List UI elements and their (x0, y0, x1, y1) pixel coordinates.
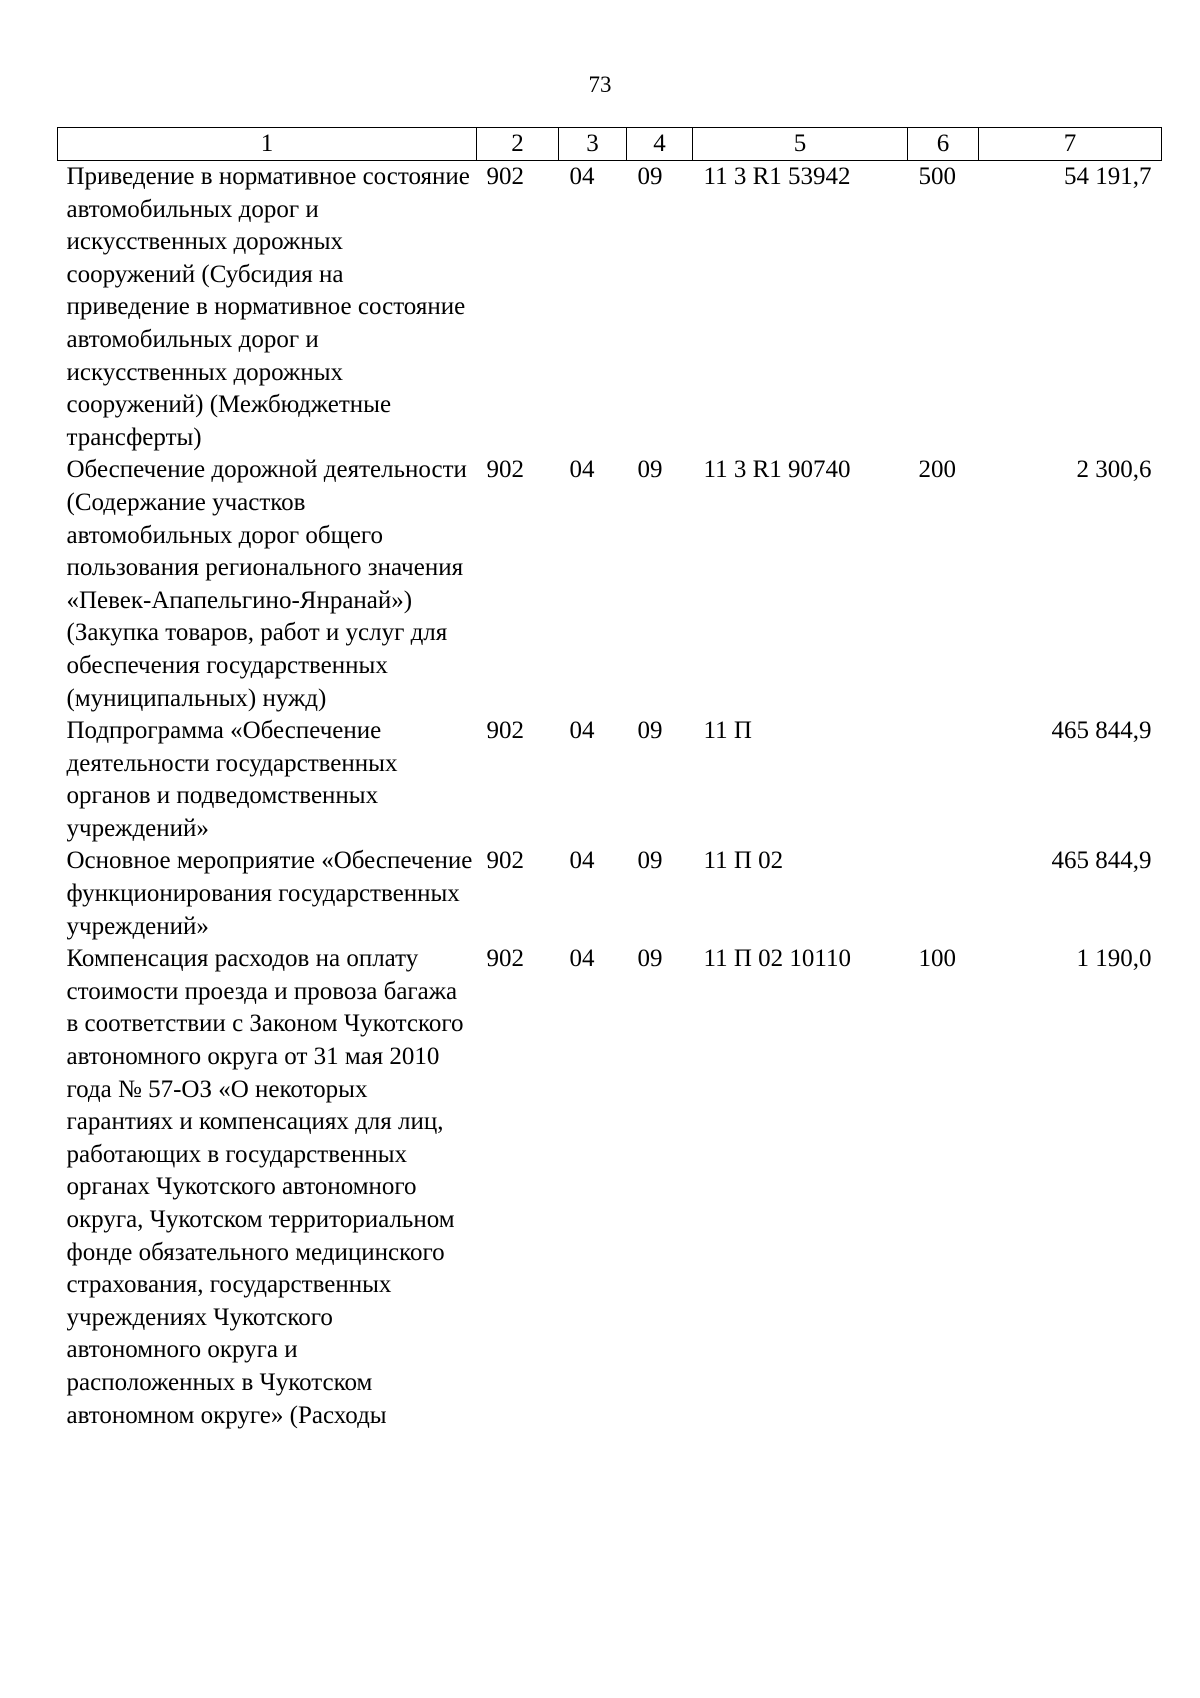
budget-table (57, 127, 1162, 1432)
table-row (58, 845, 1162, 943)
item-sum: 54 191,7 (1064, 163, 1152, 190)
item-code-vr (908, 715, 979, 845)
column-header: 3 (559, 128, 627, 161)
item-code-pr: 09 (637, 717, 663, 745)
item-code-vr: 500 (918, 163, 956, 190)
item-name: Основное мероприятие «Обеспечение функционирования государственных учреждений» (66, 847, 473, 940)
column-header: 5 (693, 128, 908, 161)
item-code-rz: 04 (569, 847, 595, 875)
column-header: 6 (908, 128, 979, 161)
item-code-gr: 902 (486, 163, 524, 190)
item-code-pr: 09 (637, 163, 663, 190)
item-code-pr: 09 (637, 945, 663, 973)
item-code-rz: 04 (569, 163, 595, 190)
item-name: Компенсация расходов на оплату стоимости проезда и провоза багажа в соответствии с Законом Чукотского автономного округа от 31 мая 2010 года № 57-ОЗ «О некоторых гарантиях и компенсациях для лиц, работающих в государственных органах Чукотского автономного округа, Чукотском территориальном фонде обязательного медицинского страхования, государственных учреждениях Чукотского автономного округа и расположенных в Чукотском автономном округе» (Расходы (66, 945, 464, 1429)
column-header: 1 (58, 128, 477, 161)
item-code-vr (908, 845, 979, 943)
item-name: Приведение в нормативное состояние автомобильных дорог и искусственных дорожных сооружений (Субсидия на приведение в нормативное состояние автомобильных дорог и искусственных дорожных сооружений) (Межбюджетные трансферты) (66, 163, 470, 451)
table-header (58, 128, 1162, 161)
item-code-vr: 200 (918, 456, 956, 484)
table-row (58, 454, 1162, 715)
item-code-gr: 902 (486, 456, 524, 484)
item-code-gr: 902 (486, 717, 524, 745)
table-row (58, 715, 1162, 845)
item-code-gr: 902 (486, 945, 524, 973)
page-number: 73 (588, 72, 612, 97)
item-code-pr: 09 (637, 456, 663, 484)
item-code-csr: 11 3 R1 90740 (703, 456, 851, 484)
item-name: Подпрограмма «Обеспечение деятельности государственных органов и подведомственных учреждений» (66, 717, 398, 842)
item-sum: 465 844,9 (1051, 847, 1152, 875)
table-row (58, 161, 1162, 455)
item-code-rz: 04 (569, 945, 595, 973)
column-header: 2 (477, 128, 559, 161)
table-body (58, 161, 1162, 1433)
item-code-gr: 902 (486, 847, 524, 875)
item-code-csr: 11 П (703, 717, 752, 745)
item-sum: 1 190,0 (1076, 945, 1152, 973)
item-code-rz: 04 (569, 717, 595, 745)
item-sum: 465 844,9 (1051, 717, 1152, 745)
item-code-vr: 100 (918, 945, 956, 973)
item-code-rz: 04 (569, 456, 595, 484)
header-row (58, 128, 1162, 161)
item-code-pr: 09 (637, 847, 663, 875)
item-name: Обеспечение дорожной деятельности (Содержание участков автомобильных дорог общего пользования регионального значения «Певек-Апапельгино-Янранай») (Закупка товаров, работ и услуг для обеспечения государственных (муниципальных) нужд) (66, 456, 467, 712)
item-code-csr: 11 П 02 10110 (703, 945, 851, 973)
column-header: 4 (627, 128, 693, 161)
item-sum: 2 300,6 (1076, 456, 1152, 484)
column-header: 7 (979, 128, 1162, 161)
item-code-csr: 11 П 02 (703, 847, 784, 875)
item-code-csr: 11 3 R1 53942 (703, 163, 851, 190)
table-row (58, 943, 1162, 1432)
